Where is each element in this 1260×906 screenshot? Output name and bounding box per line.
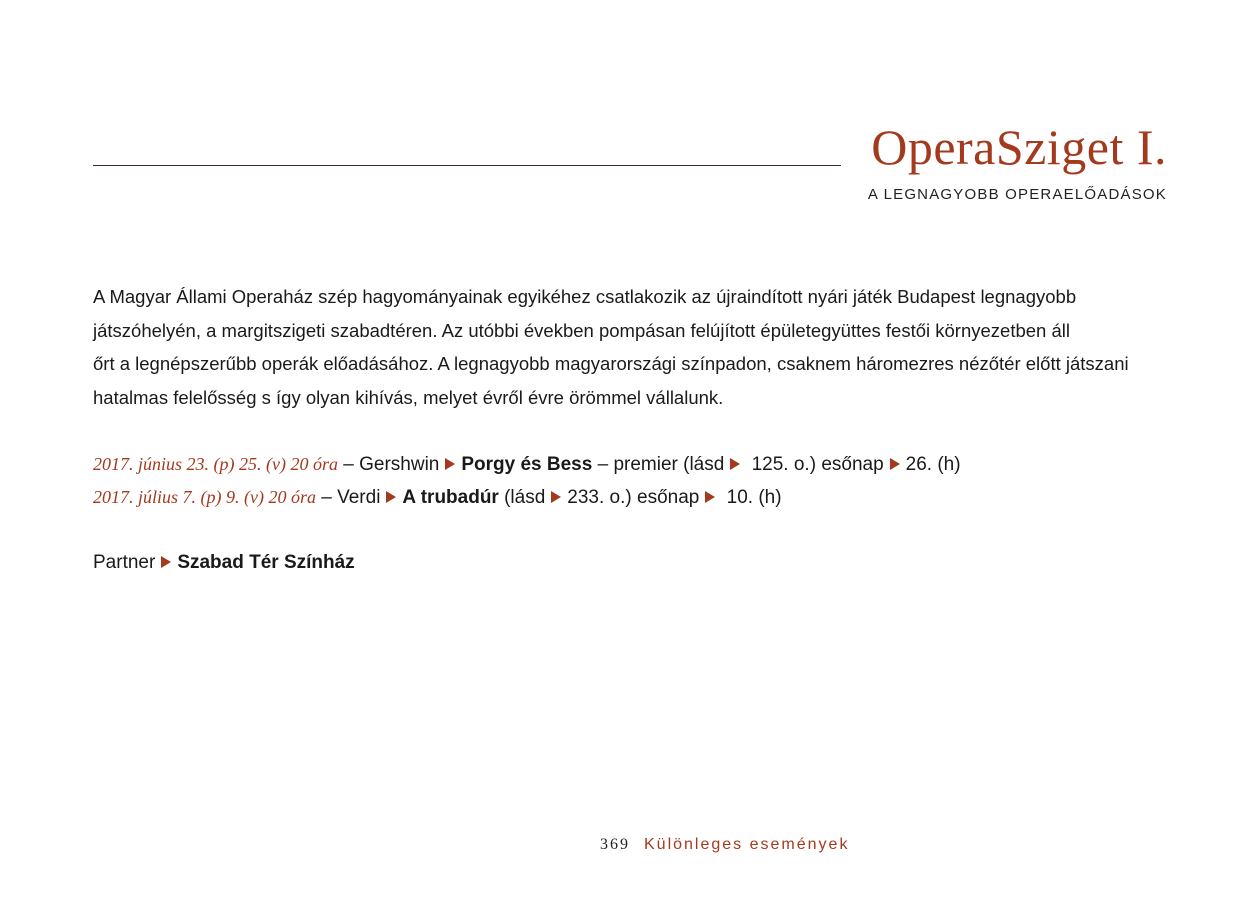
event-note: – premier (lásd <box>592 454 725 475</box>
triangle-right-icon <box>705 491 715 503</box>
event-page-ref: 125. o.) esőnap <box>746 454 884 475</box>
intro-paragraph <box>93 280 1173 414</box>
page-footer <box>600 836 849 854</box>
triangle-right-icon <box>890 458 900 470</box>
section-name: Különleges események <box>644 836 850 853</box>
event-item <box>93 481 961 514</box>
intro-line: játszóhelyén, a margitszigeti szabadtéren. Az utóbbi években pompásan felújított épületegyüttes festői környezetben áll <box>93 319 1070 341</box>
triangle-right-icon <box>386 491 396 503</box>
event-item <box>93 448 961 481</box>
event-title[interactable]: Porgy és Bess <box>461 454 593 475</box>
page-subtitle: A LEGNAGYOBB OPERAELŐADÁSOK <box>867 186 1167 203</box>
event-date: 2017. július 7. (p) 9. (v) 20 óra <box>93 487 316 507</box>
event-rain-date: 10. (h) <box>721 487 782 508</box>
intro-line: őrt a legnépszerűbb operák előadásához. A legnagyobb magyarországi színpadon, csaknem háromezres nézőtér előtt játszani <box>93 353 1129 374</box>
event-date: 2017. június 23. (p) 25. (v) 20 óra <box>93 454 338 474</box>
partner-line <box>93 548 355 578</box>
triangle-right-icon <box>161 556 171 568</box>
triangle-right-icon <box>551 491 561 503</box>
triangle-right-icon <box>445 458 455 470</box>
partner-label: Partner <box>93 552 156 573</box>
triangle-right-icon <box>730 458 740 470</box>
event-title[interactable]: A trubadúr <box>402 487 499 508</box>
event-page-ref: 233. o.) esőnap <box>567 487 700 508</box>
page-title: OperaSziget I. <box>871 119 1167 175</box>
event-note: (lásd <box>498 487 546 508</box>
partner-name[interactable]: Szabad Tér Színház <box>177 552 355 573</box>
intro-line: hatalmas felelősség s így olyan kihívás, melyet évről évre örömmel vállalunk. <box>93 386 724 408</box>
event-rain-date: 26. (h) <box>905 454 961 475</box>
page-number: 369 <box>600 836 630 853</box>
event-composer: – Gershwin <box>337 454 440 475</box>
event-list <box>93 448 961 514</box>
header-rule <box>93 165 841 166</box>
intro-line: A Magyar Állami Operaház szép hagyományainak egyikéhez csatlakozik az újraindított nyári játék Budapest legnagyobb <box>93 286 1077 307</box>
event-composer: – Verdi <box>315 487 381 508</box>
